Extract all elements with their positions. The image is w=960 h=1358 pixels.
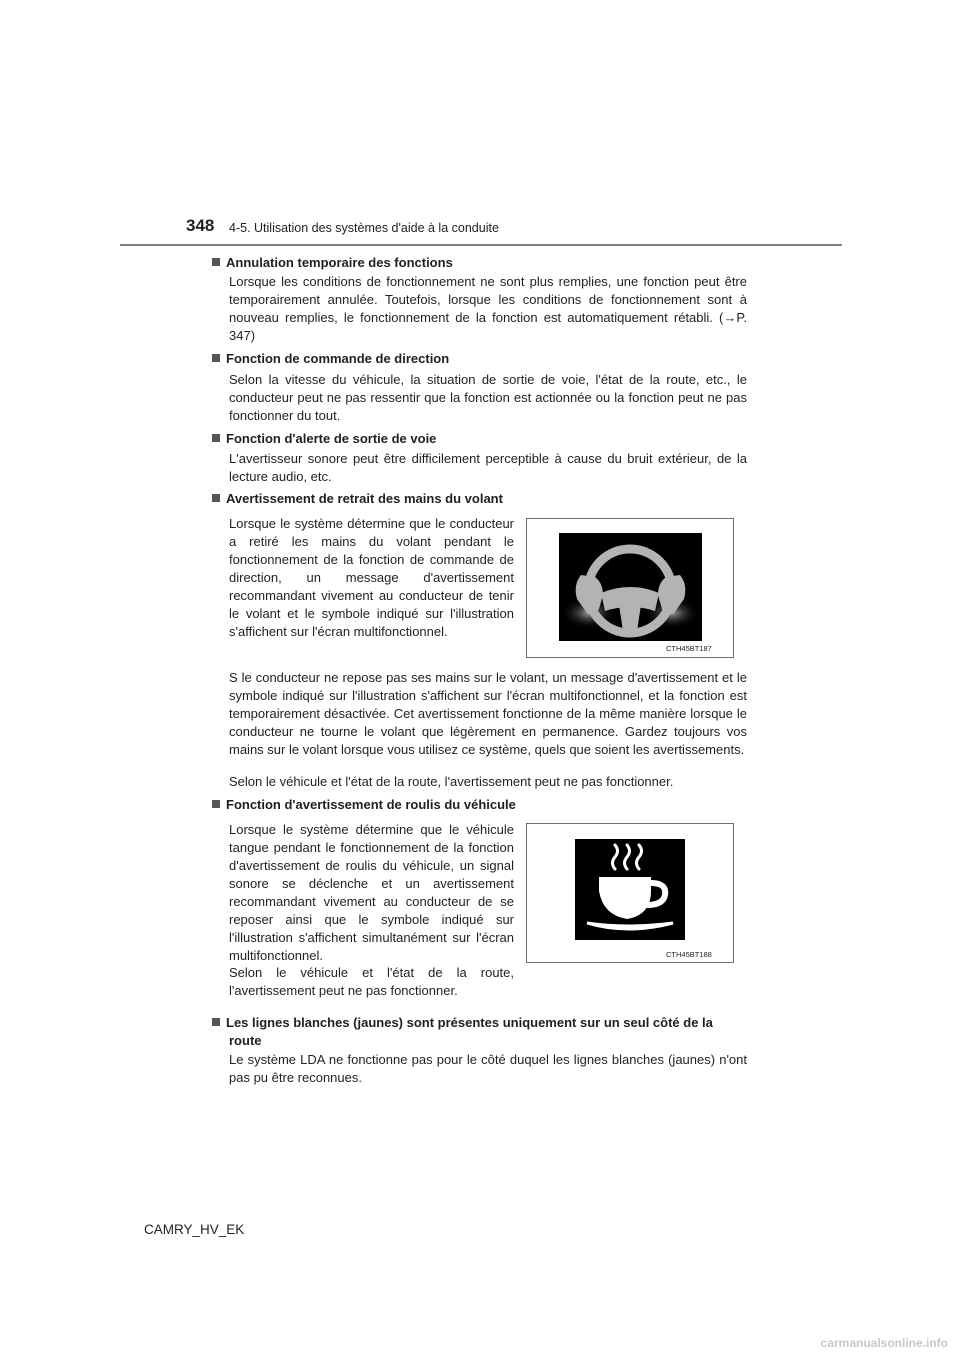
figure-screen — [559, 533, 702, 641]
figure-code: CTH45BT187 — [666, 644, 712, 653]
bullet-square-icon — [212, 1018, 220, 1026]
hands-off-steering-wheel-icon — [559, 533, 702, 641]
section-side-body: Lorsque le système détermine que le véhicule tangue pendant le fonctionnement de la fonction d'avertissement de roulis du véhicule, un signal sonore se déclenche et un avertissement recommandant vivement au conducteur de se reposer ainsi que le symbole indiqué sur l'illustration s'affichent simultanément sur l'écran multifonctionnel. — [229, 822, 514, 963]
section-body: Le système LDA ne fonctionne pas pour le côté duquel les lignes blanches (jaunes) n'ont pas pu être reconnues. — [229, 1052, 747, 1085]
figure-vehicle-sway — [526, 823, 734, 963]
section-heading: Annulation temporaire des fonctions — [212, 254, 747, 272]
bullet-square-icon — [212, 354, 220, 362]
section-title: 4-5. Utilisation des systèmes d'aide à la conduite — [229, 221, 499, 235]
figure-hands-off — [526, 518, 734, 658]
figure-code: CTH45BT188 — [666, 950, 712, 959]
section-heading: Fonction d'avertissement de roulis du véhicule — [212, 796, 747, 814]
bullet-square-icon — [212, 434, 220, 442]
figure-screen — [575, 839, 685, 940]
bullet-square-icon — [212, 800, 220, 808]
page-number: 348 — [186, 216, 215, 235]
section-side-body: Selon le véhicule et l'état de la route, l'avertissement peut ne pas fonctionner. — [229, 965, 514, 998]
section-body: Selon le véhicule et l'état de la route, l'avertissement peut ne pas fonctionner. — [229, 774, 674, 789]
section-body: L'avertisseur sonore peut être difficilement perceptible à cause du bruit extérieur, de la lecture audio, etc. — [229, 451, 747, 484]
bullet-square-icon — [212, 258, 220, 266]
section-body: Lorsque les conditions de fonctionnement ne sont plus remplies, une fonction peut être temporairement annulée. Toutefois, lorsque les conditions de fonctionnement sont à nouveau remplies, le fonctionnement de la fonction est automatiquement rétabli. (→P. 347) — [229, 274, 747, 343]
section-body: Selon la vitesse du véhicule, la situation de sortie de voie, l'état de la route, etc., le conducteur peut ne pas ressentir que la fonction est actionnée ou la fonction peut ne pas fonctionner du tout. — [229, 372, 747, 423]
section-heading: Les lignes blanches (jaunes) sont présentes uniquement sur un seul côté de la route — [212, 1014, 747, 1050]
header-rule — [120, 244, 842, 246]
section-heading: Fonction d'alerte de sortie de voie — [212, 430, 747, 448]
coffee-cup-rest-icon — [575, 839, 685, 940]
section-side-body: Lorsque le système détermine que le conducteur a retiré les mains du volant pendant le fonctionnement de la fonction de commande de direction, un message d'avertissement recommandant vivement au conducteur de tenir le volant et le symbole indiqué sur l'illustration s'affichent sur l'écran multifonctionnel. — [229, 516, 514, 639]
section-heading: Fonction de commande de direction — [212, 350, 747, 368]
watermark: carmanualsonline.info — [820, 1336, 948, 1350]
section-body: S le conducteur ne repose pas ses mains sur le volant, un message d'avertissement et le symbole indiqué sur l'illustration s'affichent sur l'écran multifonctionnel, et la fonction est temporairement désactivée. Cet avertissement fonctionne de la même manière lorsque le conducteur ne tourne le volant que légèrement en permanence. Gardez toujours vos mains sur le volant lorsque vous utilisez ce système, quels que soient les avertissements. — [229, 670, 747, 757]
footer-model-code: CAMRY_HV_EK — [144, 1222, 245, 1237]
section-heading: Avertissement de retrait des mains du volant — [212, 490, 747, 508]
bullet-square-icon — [212, 494, 220, 502]
